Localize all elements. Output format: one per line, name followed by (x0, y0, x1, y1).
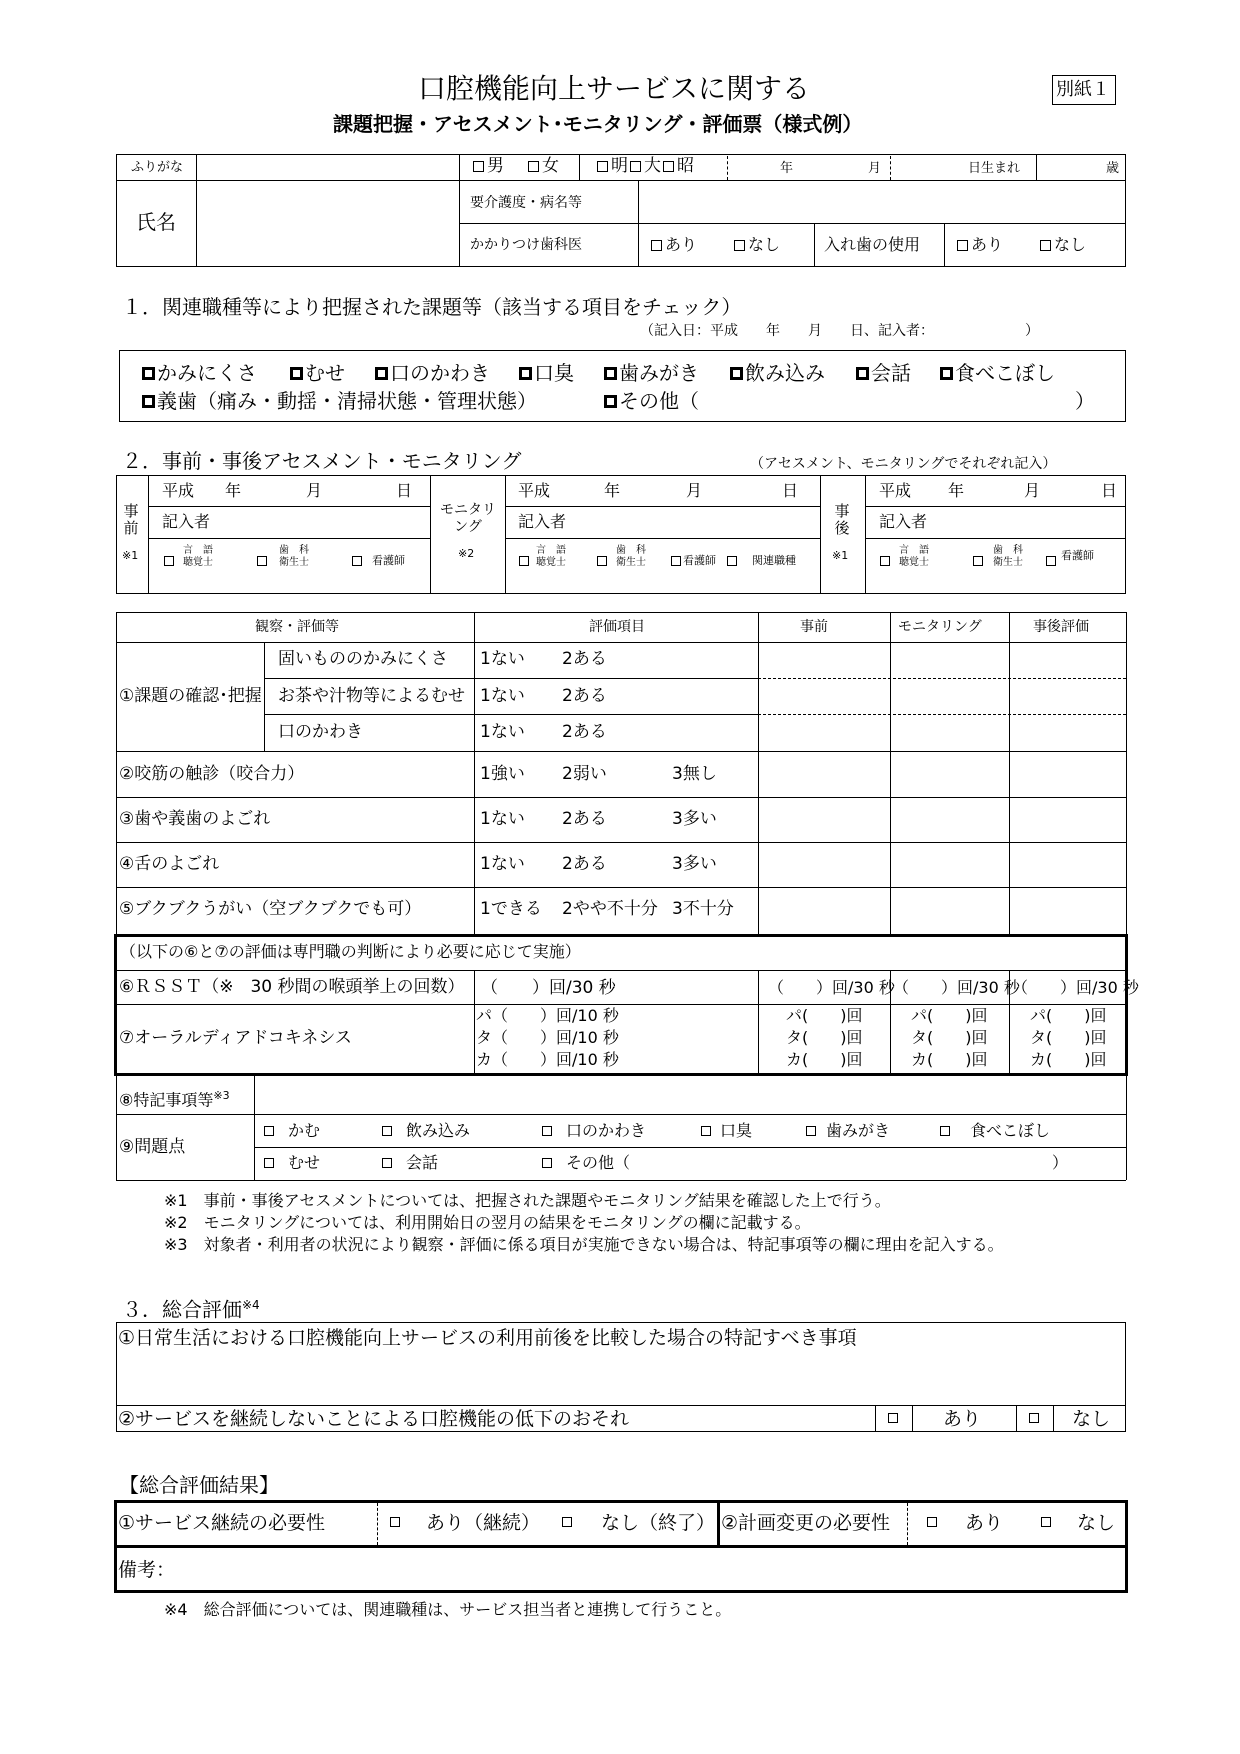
mon-day: 日 (782, 481, 799, 500)
problem-dry-mouth-checkbox[interactable] (542, 1126, 552, 1136)
row-tongue-dirt-label: ④舌のよごれ (119, 854, 220, 874)
pre-nurse-checkbox[interactable] (352, 556, 362, 566)
issue-spilling-label: 食べこぼし (955, 361, 1055, 385)
item-choking-opt1: 1ない (480, 686, 525, 706)
problem-brushing-label: 歯みがき (826, 1121, 891, 1140)
post-slt-checkbox[interactable] (880, 556, 890, 566)
col-header-monitoring: モニタリング (898, 619, 982, 635)
post-slt-label: 言 語 聴覚士 (899, 545, 929, 568)
pre-dh-label: 歯 科 衛生士 (279, 545, 309, 568)
problem-other-label: その他（ (566, 1153, 631, 1172)
furigana-label: ふりがな (131, 160, 184, 175)
rsst-label: ⑥ＲＳＳＴ（※ 30 秒間の喉頭挙上の回数） (119, 977, 465, 997)
footnote-3: ※3 対象者・利用者の状況により観察・評価に係る項目が実施できない場合は、特記事項等の欄に理由を記入する。 (164, 1235, 1004, 1254)
problem-chewing-checkbox[interactable] (264, 1126, 274, 1136)
problem-spilling-label: 食べこぼし (970, 1121, 1051, 1140)
taisho-checkbox[interactable] (630, 161, 641, 172)
problem-other-close: ） (1052, 1153, 1069, 1172)
rsst-post[interactable]: （ ）回/30 秒 (1012, 978, 1139, 997)
section2-heading: ２．事前・事後アセスメント・モニタリング (122, 449, 522, 473)
row-rinse-opt1: 1できる (480, 899, 542, 919)
problem-halitosis-checkbox[interactable] (701, 1126, 711, 1136)
row-rinse-label: ⑤ブクブクうがい（空ブクブクでも可） (119, 899, 422, 919)
birth-month-label: 月 (868, 161, 882, 176)
pre-assessment-note: ※1 (122, 549, 139, 562)
mon-month: 月 (686, 481, 703, 500)
mon-dh-label: 歯 科 衛生士 (616, 545, 646, 568)
continuation-yes-label: あり（継続） (426, 1512, 541, 1534)
female-label: 女 (542, 156, 559, 176)
issue-brushing-label: 歯みがき (619, 361, 699, 385)
meiji-checkbox[interactable] (597, 161, 608, 172)
section1-heading: １．関連職種等により把握された課題等（該当する項目をチェック） (122, 295, 742, 319)
row-tongue-dirt-opt2: 2ある (562, 854, 607, 874)
mon-slt-checkbox[interactable] (519, 556, 529, 566)
item-dry-mouth-label: 口のかわき (278, 722, 363, 742)
item-dry-mouth-opt1: 1ない (480, 722, 525, 742)
mon-slt-label: 言 語 聴覚士 (536, 545, 566, 568)
decline-risk-yes-checkbox[interactable] (888, 1413, 898, 1423)
born-label: 日生まれ (968, 161, 1021, 176)
issue-denture-label: 義歯（痛み・動揺・清掃状態・管理状態） (157, 389, 537, 413)
footnote-1: ※1 事前・事後アセスメントについては、把握された課題やモニタリング結果を確認した上で行う。 (164, 1191, 891, 1210)
dentist-yes-checkbox[interactable] (651, 240, 662, 251)
continuation-need-label: ①サービス継続の必要性 (118, 1512, 326, 1534)
taisho-label: 大 (644, 156, 661, 176)
plan-change-label: ②計画変更の必要性 (721, 1512, 891, 1534)
problem-dry-mouth-label: 口のかわき (566, 1121, 647, 1140)
dentist-no-checkbox[interactable] (734, 240, 745, 251)
problem-halitosis-label: 口臭 (720, 1121, 753, 1140)
overall-row1-label: ①日常生活における口腔機能向上サービスの利用前後を比較した場合の特記すべき事項 (118, 1327, 857, 1349)
col-header-pre: 事前 (800, 619, 828, 635)
monitoring-note: ※2 (458, 547, 475, 560)
dentist-yes-label: あり (665, 235, 698, 254)
issue-spilling-checkbox[interactable] (940, 367, 953, 380)
age-label: 歳 (1106, 161, 1120, 176)
mon-nurse-label: 看護師 (683, 554, 716, 567)
female-checkbox[interactable] (528, 161, 539, 172)
footnote-4: ※4 総合評価については、関連職種は、サービス担当者と連携して行うこと。 (164, 1600, 732, 1619)
mon-dh-checkbox[interactable] (597, 556, 607, 566)
rsst-pre[interactable]: （ ）回/30 秒 (768, 978, 895, 997)
item-choking-opt2: 2ある (562, 686, 607, 706)
col-header-observation: 観察・評価等 (255, 619, 339, 635)
odk-pre-ta[interactable]: タ( )回 (786, 1028, 863, 1047)
pre-slt-label: 言 語 聴覚士 (183, 545, 213, 568)
birth-year-label: 年 (780, 161, 794, 176)
row-masseter-label: ②咬筋の触診（咬合力） (119, 764, 305, 784)
issue-swallowing-checkbox[interactable] (730, 367, 743, 380)
showa-label: 昭 (677, 156, 694, 176)
pre-dh-checkbox[interactable] (257, 556, 267, 566)
row-teeth-dirt-opt3: 3多い (672, 809, 717, 829)
post-assessment-label: 事後 (834, 502, 850, 537)
odk-label: ⑦オーラルディアドコキネシス (119, 1028, 352, 1048)
section1-checklist (119, 350, 1126, 422)
dentist-no-label: なし (748, 235, 781, 254)
decline-risk-no-checkbox[interactable] (1029, 1413, 1039, 1423)
pre-era: 平成 (162, 481, 195, 500)
row-tongue-dirt-opt1: 1ない (480, 854, 525, 874)
dentist-label: かかりつけ歯科医 (470, 237, 582, 253)
odk-ka: カ（ ）回/10 秒 (476, 1050, 619, 1069)
row-masseter-opt2: 2弱い (562, 764, 607, 784)
odk-mon-ka[interactable]: カ( )回 (911, 1050, 988, 1069)
problem-spilling-checkbox[interactable] (940, 1126, 950, 1136)
furigana-field[interactable] (198, 155, 457, 179)
pre-day: 日 (396, 481, 413, 500)
special-notes-label: ⑧特記事項等$^{※3}$ (119, 1089, 230, 1110)
odk-mon-ta[interactable]: タ( )回 (911, 1028, 988, 1047)
issue-speech-label: 会話 (871, 361, 911, 385)
mon-nurse-checkbox[interactable] (671, 556, 681, 566)
odk-pre-ka[interactable]: カ( )回 (786, 1050, 863, 1069)
remarks-field[interactable] (170, 1549, 1122, 1589)
problem-swallowing-checkbox[interactable] (382, 1126, 392, 1136)
issue-other-field[interactable] (720, 391, 970, 413)
page-subtitle: 課題把握・アセスメント･モニタリング・評価票（様式例） (333, 112, 863, 136)
pre-assessment-label: 事前 (123, 502, 139, 537)
section3-heading: ３．総合評価$^{※4}$ (122, 1297, 260, 1322)
pre-year: 年 (225, 481, 242, 500)
continuation-no-label: なし（終了） (601, 1512, 716, 1534)
pre-slt-checkbox[interactable] (164, 556, 174, 566)
male-checkbox[interactable] (473, 161, 484, 172)
name-field[interactable] (198, 182, 457, 265)
issue-speech-checkbox[interactable] (856, 367, 869, 380)
post-era: 平成 (879, 481, 912, 500)
remarks-label: 備考： (118, 1559, 176, 1581)
item-choking-label: お茶や汁物等によるむせ (278, 686, 465, 706)
page-title: 口腔機能向上サービスに関する (418, 72, 811, 105)
post-recorder-label: 記入者 (879, 512, 928, 531)
post-dh-label: 歯 科 衛生士 (993, 545, 1023, 568)
post-year: 年 (948, 481, 965, 500)
attachment-badge: 別紙１ (1052, 75, 1116, 105)
continuation-no-checkbox[interactable] (562, 1517, 572, 1527)
specialist-note: （以下の⑥と⑦の評価は専門職の判断により必要に応じて実施） (120, 942, 581, 961)
col-header-post: 事後評価 (1033, 619, 1089, 635)
problem-other-field[interactable] (650, 1152, 1040, 1176)
problem-chewing-label: かむ (288, 1121, 321, 1140)
overall-row1-field[interactable] (118, 1356, 1124, 1403)
special-notes-field[interactable] (256, 1078, 1124, 1112)
denture-label: 入れ歯の使用 (824, 235, 921, 254)
pre-nurse-label: 看護師 (372, 554, 405, 567)
plan-change-yes-checkbox[interactable] (927, 1517, 937, 1527)
decline-risk-yes-label: あり (943, 1408, 982, 1430)
row-teeth-dirt-label: ③歯や義歯のよごれ (119, 809, 271, 829)
item-hard-food-opt2: 2ある (562, 649, 607, 669)
plan-change-no-checkbox[interactable] (1041, 1517, 1051, 1527)
pre-recorder-label: 記入者 (162, 512, 211, 531)
plan-change-no-label: なし (1077, 1512, 1116, 1534)
issue-dry-mouth-label: 口のかわき (390, 361, 490, 385)
overall-row2-label: ②サービスを継続しないことによる口腔機能の低下のおそれ (118, 1408, 630, 1430)
post-dh-checkbox[interactable] (973, 556, 983, 566)
row-rinse-opt2: 2やや不十分 (562, 899, 658, 919)
denture-yes-checkbox[interactable] (957, 240, 968, 251)
issue-swallowing-label: 飲み込み (745, 361, 825, 385)
issue-other-label: その他（ (619, 389, 699, 413)
odk-pa: パ（ ）回/10 秒 (476, 1006, 619, 1025)
row-masseter-opt1: 1強い (480, 764, 525, 784)
cell-mon-1[interactable] (892, 644, 1007, 677)
item-hard-food-label: 固いもののかみにくさ (278, 649, 448, 669)
name-label: 氏名 (136, 210, 176, 234)
row-teeth-dirt-opt1: 1ない (480, 809, 525, 829)
problem-swallowing-label: 飲み込み (406, 1121, 471, 1140)
rsst-monitoring[interactable]: （ ）回/30 秒 (893, 978, 1020, 997)
row-tongue-dirt-opt3: 3多い (672, 854, 717, 874)
denture-no-checkbox[interactable] (1040, 240, 1051, 251)
post-nurse-checkbox[interactable] (1046, 556, 1056, 566)
issue-denture-checkbox[interactable] (142, 395, 155, 408)
issue-dry-mouth-checkbox[interactable] (375, 367, 388, 380)
rsst-value: （ ）回/30 秒 (481, 978, 616, 998)
row-rinse-opt3: 3不十分 (672, 899, 734, 919)
post-month: 月 (1024, 481, 1041, 500)
care-level-label: 要介護度・病名等 (470, 195, 582, 211)
pre-month: 月 (306, 481, 323, 500)
problems-label: ⑨問題点 (119, 1137, 186, 1157)
male-label: 男 (487, 156, 504, 176)
section1-record-line: （記入日：平成 年 月 日、記入者： ） (640, 323, 1039, 339)
monitoring-label: モニタリング (440, 502, 496, 535)
cell-post-1[interactable] (1011, 644, 1124, 677)
issue-chewing-checkbox[interactable] (142, 367, 155, 380)
post-assessment-note: ※1 (832, 549, 849, 562)
col-header-items: 評価項目 (589, 619, 645, 635)
denture-no-label: なし (1054, 235, 1087, 254)
result-heading: 【総合評価結果】 (119, 1473, 279, 1497)
issue-halitosis-label: 口臭 (534, 361, 574, 385)
item-hard-food-opt1: 1ない (480, 649, 525, 669)
issue-other-checkbox[interactable] (604, 395, 617, 408)
problem-choking-checkbox[interactable] (264, 1158, 274, 1168)
footnote-2: ※2 モニタリングについては、利用開始日の翌月の結果をモニタリングの欄に記載する。 (164, 1213, 811, 1232)
meiji-label: 明 (611, 156, 628, 176)
issue-choking-checkbox[interactable] (290, 367, 303, 380)
mon-related-label: 関連職種 (752, 554, 796, 567)
issue-brushing-checkbox[interactable] (604, 367, 617, 380)
cell-pre-1[interactable] (760, 644, 888, 677)
mon-related-checkbox[interactable] (727, 556, 737, 566)
odk-ta: タ（ ）回/10 秒 (476, 1028, 619, 1047)
mon-year: 年 (604, 481, 621, 500)
odk-mon-pa[interactable]: パ( )回 (911, 1006, 988, 1025)
post-nurse-label: 看護師 (1061, 549, 1094, 562)
issue-other-close: ） (1075, 389, 1095, 413)
row-masseter-opt3: 3無し (672, 764, 717, 784)
odk-post-ka[interactable]: カ( )回 (1030, 1050, 1107, 1069)
section2-note: （アセスメント、モニタリングでそれぞれ記入） (750, 456, 1057, 472)
issue-choking-label: むせ (305, 361, 345, 385)
problem-choking-label: むせ (288, 1153, 321, 1172)
row-teeth-dirt-opt2: 2ある (562, 809, 607, 829)
group1-label: ①課題の確認･把握 (119, 686, 262, 706)
problem-other-checkbox[interactable] (542, 1158, 552, 1168)
problem-brushing-checkbox[interactable] (806, 1126, 816, 1136)
denture-yes-label: あり (971, 235, 1004, 254)
care-level-field[interactable] (640, 182, 1124, 221)
problem-speech-label: 会話 (406, 1153, 439, 1172)
issue-chewing-label: かみにくさ (157, 361, 257, 385)
continuation-yes-checkbox[interactable] (390, 1517, 400, 1527)
problem-speech-checkbox[interactable] (382, 1158, 392, 1168)
odk-post-ta[interactable]: タ( )回 (1030, 1028, 1107, 1047)
item-dry-mouth-opt2: 2ある (562, 722, 607, 742)
decline-risk-no-label: なし (1072, 1408, 1111, 1430)
mon-era: 平成 (518, 481, 551, 500)
showa-checkbox[interactable] (663, 161, 674, 172)
issue-halitosis-checkbox[interactable] (519, 367, 532, 380)
odk-post-pa[interactable]: パ( )回 (1030, 1006, 1107, 1025)
plan-change-yes-label: あり (965, 1512, 1004, 1534)
odk-pre-pa[interactable]: パ( )回 (786, 1006, 863, 1025)
post-day: 日 (1101, 481, 1118, 500)
mon-recorder-label: 記入者 (518, 512, 567, 531)
